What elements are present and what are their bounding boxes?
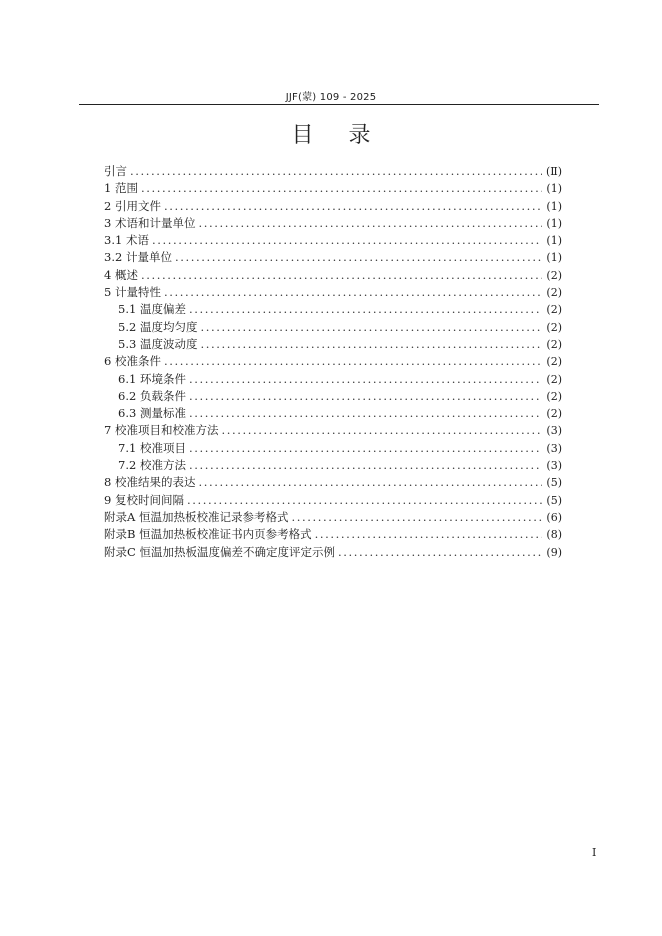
toc-entry-page: (9) bbox=[546, 545, 562, 559]
toc-entry-label: 3 术语和计量单位 bbox=[104, 215, 196, 230]
toc-entry-label: 5.3 温度波动度 bbox=[118, 336, 198, 351]
toc-entry-page: (Ⅱ) bbox=[545, 165, 562, 178]
toc-entry-page: (2) bbox=[546, 372, 562, 386]
toc-entry-page: (1) bbox=[546, 199, 562, 213]
toc-leader-dots bbox=[200, 337, 542, 351]
toc-entry-page: (2) bbox=[546, 389, 562, 403]
toc-entry[interactable] bbox=[104, 267, 562, 284]
toc-entry-label: 7 校准项目和校准方法 bbox=[104, 423, 219, 438]
toc-entry-page: (8) bbox=[546, 528, 562, 542]
toc-entry[interactable] bbox=[104, 371, 562, 388]
toc-entry[interactable] bbox=[104, 422, 562, 439]
toc-leader-dots bbox=[187, 493, 542, 507]
toc-entry-page: (5) bbox=[546, 476, 562, 490]
toc-entry-label: 6.3 测量标准 bbox=[118, 406, 186, 421]
toc-leader-dots bbox=[200, 320, 542, 334]
toc-entry[interactable] bbox=[104, 284, 562, 301]
toc-leader-dots bbox=[291, 510, 542, 524]
toc-entry-label: 5.2 温度均匀度 bbox=[118, 319, 198, 334]
toc-leader-dots bbox=[189, 389, 542, 403]
toc-entry[interactable] bbox=[104, 388, 562, 405]
toc-entry[interactable] bbox=[104, 215, 562, 232]
toc-entry-label: 附录C 恒温加热板温度偏差不确定度评定示例 bbox=[104, 544, 335, 559]
toc-entry[interactable] bbox=[104, 336, 562, 353]
toc-entry-page: (1) bbox=[546, 251, 562, 265]
toc-leader-dots bbox=[189, 406, 542, 420]
toc-entry-label: 1 范围 bbox=[104, 181, 138, 196]
toc-entry[interactable] bbox=[104, 163, 562, 180]
toc-entry-label: 8 校准结果的表达 bbox=[104, 475, 196, 490]
toc-entry-label: 6 校准条件 bbox=[104, 354, 161, 369]
toc-leader-dots bbox=[189, 372, 542, 386]
toc-entry-label: 7.1 校准项目 bbox=[118, 440, 186, 455]
toc-entry-label: 3.1 术语 bbox=[104, 233, 149, 248]
toc-entry-page: (1) bbox=[546, 234, 562, 248]
toc-leader-dots bbox=[198, 216, 542, 230]
toc-entry-page: (5) bbox=[546, 493, 562, 507]
toc-leader-dots bbox=[164, 199, 542, 213]
toc-entry[interactable] bbox=[104, 353, 562, 370]
toc-entry-page: (6) bbox=[546, 510, 562, 524]
toc-entry-label: 5.1 温度偏差 bbox=[118, 302, 186, 317]
toc-entry-label: 6.2 负载条件 bbox=[118, 388, 186, 403]
toc-entry[interactable] bbox=[104, 198, 562, 215]
toc-entry-page: (2) bbox=[546, 337, 562, 351]
toc-entry-page: (1) bbox=[546, 216, 562, 230]
toc-entry-label: 引言 bbox=[104, 164, 127, 178]
toc-leader-dots bbox=[198, 475, 542, 489]
toc-entry-page: (2) bbox=[546, 286, 562, 300]
toc-entry-page: (2) bbox=[546, 320, 562, 334]
toc-entry[interactable] bbox=[104, 232, 562, 249]
toc-entry[interactable] bbox=[104, 492, 562, 509]
toc-leader-dots bbox=[338, 545, 542, 559]
toc-entry-page: (2) bbox=[546, 407, 562, 421]
toc-entry[interactable] bbox=[104, 440, 562, 457]
toc-leader-dots bbox=[152, 233, 542, 247]
toc-entry[interactable] bbox=[104, 249, 562, 266]
toc-entry-label: 附录A 恒温加热板校准记录参考格式 bbox=[104, 509, 289, 524]
toc-entry[interactable] bbox=[104, 457, 562, 474]
toc-entry-page: (2) bbox=[546, 303, 562, 317]
table-of-contents bbox=[104, 163, 562, 561]
toc-entry[interactable] bbox=[104, 405, 562, 422]
toc-entry[interactable] bbox=[104, 301, 562, 318]
toc-entry-label: 5 计量特性 bbox=[104, 285, 161, 300]
toc-entry-label: 附录B 恒温加热板校准证书内页参考格式 bbox=[104, 527, 312, 542]
toc-entry-label: 3.2 计量单位 bbox=[104, 250, 172, 265]
toc-entry-label: 9 复校时间间隔 bbox=[104, 492, 184, 507]
toc-entry-label: 7.2 校准方法 bbox=[118, 458, 186, 473]
page-number: I bbox=[592, 846, 597, 859]
toc-entry[interactable] bbox=[104, 544, 562, 561]
page-title: 目 录 bbox=[291, 123, 385, 148]
document-code-header: JJF(蒙) 109 - 2025 bbox=[285, 92, 377, 103]
toc-leader-dots bbox=[164, 354, 542, 368]
toc-leader-dots bbox=[189, 441, 542, 455]
toc-entry-label: 2 引用文件 bbox=[104, 198, 161, 213]
toc-entry-page: (3) bbox=[546, 459, 562, 473]
toc-entry-label: 6.1 环境条件 bbox=[118, 371, 186, 386]
header-rule bbox=[79, 104, 599, 105]
toc-entry-page: (3) bbox=[546, 424, 562, 438]
toc-leader-dots bbox=[221, 423, 542, 437]
toc-entry-label: 4 概述 bbox=[104, 267, 138, 282]
toc-entry-page: (2) bbox=[546, 268, 562, 282]
toc-entry[interactable] bbox=[104, 526, 562, 543]
toc-leader-dots bbox=[141, 181, 542, 195]
toc-entry-page: (1) bbox=[546, 182, 562, 196]
toc-leader-dots bbox=[189, 302, 542, 316]
toc-entry-page: (3) bbox=[546, 441, 562, 455]
toc-leader-dots bbox=[130, 164, 542, 178]
toc-entry[interactable] bbox=[104, 180, 562, 197]
toc-leader-dots bbox=[164, 285, 542, 299]
toc-entry-page: (2) bbox=[546, 355, 562, 369]
toc-leader-dots bbox=[141, 268, 542, 282]
toc-leader-dots bbox=[315, 527, 543, 541]
toc-entry[interactable] bbox=[104, 474, 562, 491]
toc-leader-dots bbox=[189, 458, 542, 472]
toc-entry[interactable] bbox=[104, 319, 562, 336]
toc-leader-dots bbox=[175, 250, 542, 264]
toc-entry[interactable] bbox=[104, 509, 562, 526]
